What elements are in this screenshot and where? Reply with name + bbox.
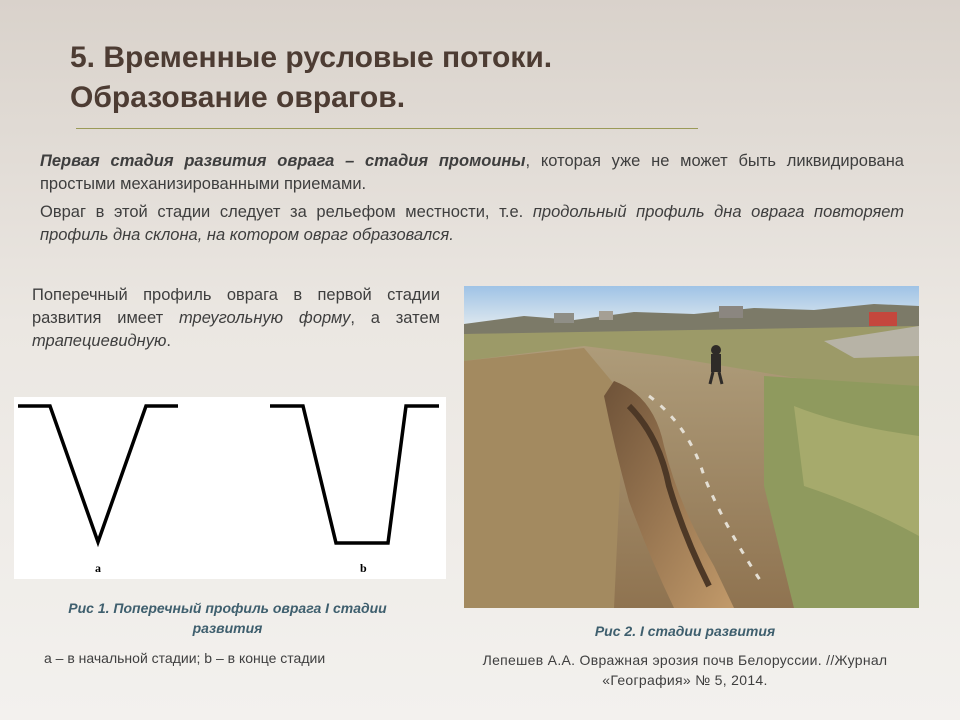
figure1-subcaption: а – в начальной стадии; b – в конце стадии xyxy=(44,650,326,666)
label-a: a xyxy=(95,561,101,575)
cross-profile-trapezoid: трапециевидную xyxy=(32,332,167,350)
title-divider xyxy=(76,128,698,129)
cross-profile-triangular: треугольную форму xyxy=(178,309,351,327)
relief-text: Овраг в этой стадии следует за рельефом местности, т.е. xyxy=(40,203,533,221)
cross-profile-text-1: Поперечный профиль оврага в первой стадии развития имеет xyxy=(32,286,440,327)
cross-profile-text-3: . xyxy=(166,332,172,350)
profile-diagram xyxy=(14,397,446,579)
first-stage-emphasis: Первая стадия развития оврага – стадия промоины xyxy=(40,152,526,170)
ravine-photo xyxy=(464,286,919,608)
label-b: b xyxy=(360,561,367,575)
slide-title-line1: 5. Временные русловые потоки. xyxy=(70,41,553,74)
profile-diagram-svg xyxy=(14,397,446,579)
slide-title-line2: Образование оврагов. xyxy=(70,81,406,114)
paragraph-relief xyxy=(40,201,904,247)
paragraph-first-stage xyxy=(40,150,904,196)
figure2-caption: Рис 2. I стадии развития xyxy=(594,623,776,639)
triangular-profile-line xyxy=(18,406,178,542)
ravine-photo-svg xyxy=(464,286,919,608)
paragraph-cross-profile xyxy=(32,284,440,353)
cross-profile-text-2: , а затем xyxy=(350,309,441,327)
trapezoid-profile-line xyxy=(270,406,439,543)
figure1-caption: Рис 1. Поперечный профиль оврага I стадии развития xyxy=(68,600,387,636)
first-stage-text: , которая уже не может быть ликвидирована простыми механизированными приемами. xyxy=(40,152,904,193)
relief-italic: продольный профиль дна оврага повторяет профиль дна склона, на котором овраг образовался. xyxy=(40,203,904,244)
figure2-citation: Лепешев А.А. Овражная эрозия почв Белоруссии. //Журнал «География» № 5, 2014. xyxy=(482,652,888,688)
slide-title xyxy=(70,38,890,118)
